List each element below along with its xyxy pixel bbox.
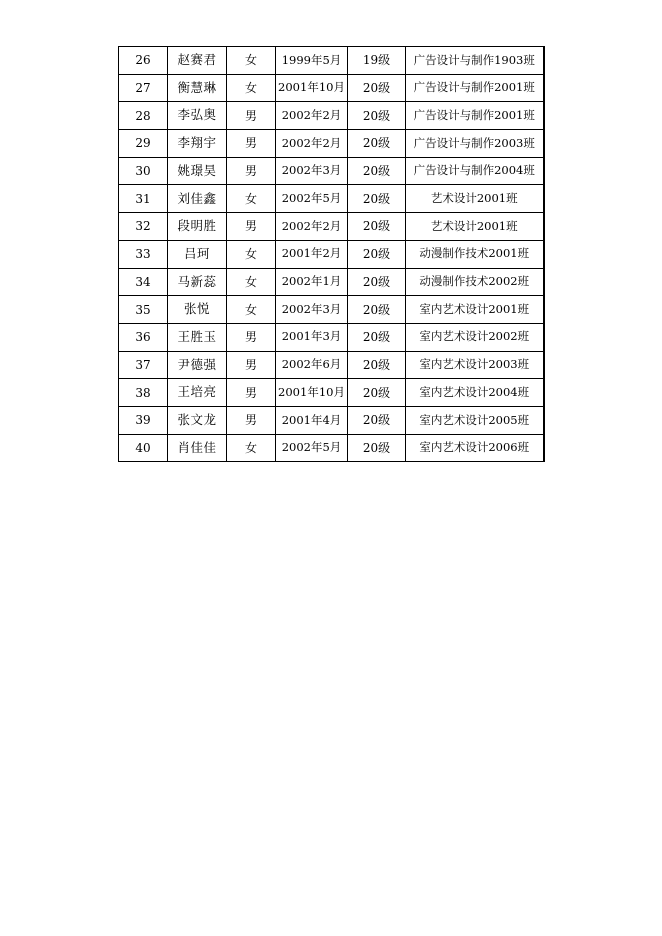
row-number-cell: 26 [119, 47, 168, 75]
student-name-cell: 马新蕊 [168, 268, 227, 296]
table-row [119, 323, 544, 351]
table-row [119, 406, 544, 434]
row-number-cell: 33 [119, 240, 168, 268]
table-row [119, 47, 544, 75]
birth-date-cell: 2002年3月 [276, 296, 348, 324]
birth-date-cell: 2002年2月 [276, 213, 348, 241]
gender-cell: 女 [227, 74, 276, 102]
table-row [119, 130, 544, 158]
student-name-cell: 王培亮 [168, 379, 227, 407]
row-number-cell: 27 [119, 74, 168, 102]
gender-cell: 男 [227, 213, 276, 241]
row-number-cell: 39 [119, 406, 168, 434]
gender-cell: 女 [227, 434, 276, 462]
class-name-cell: 室内艺术设计2006班 [406, 434, 544, 462]
gender-cell: 女 [227, 268, 276, 296]
table-row [119, 296, 544, 324]
birth-date-cell: 2002年6月 [276, 351, 348, 379]
table-row [119, 240, 544, 268]
student-name-cell: 张悦 [168, 296, 227, 324]
table-row [119, 74, 544, 102]
grade-cell: 20级 [348, 268, 406, 296]
table-row [119, 185, 544, 213]
birth-date-cell: 2002年3月 [276, 157, 348, 185]
grade-cell: 20级 [348, 379, 406, 407]
row-number-cell: 30 [119, 157, 168, 185]
grade-cell: 20级 [348, 213, 406, 241]
grade-cell: 20级 [348, 102, 406, 130]
row-number-cell: 40 [119, 434, 168, 462]
row-number-cell: 29 [119, 130, 168, 158]
grade-cell: 20级 [348, 406, 406, 434]
birth-date-cell: 2001年2月 [276, 240, 348, 268]
row-number-cell: 31 [119, 185, 168, 213]
gender-cell: 男 [227, 379, 276, 407]
student-name-cell: 赵赛君 [168, 47, 227, 75]
grade-cell: 20级 [348, 434, 406, 462]
student-name-cell: 尹德强 [168, 351, 227, 379]
class-name-cell: 室内艺术设计2004班 [406, 379, 544, 407]
student-name-cell: 衡慧琳 [168, 74, 227, 102]
gender-cell: 女 [227, 296, 276, 324]
grade-cell: 20级 [348, 351, 406, 379]
gender-cell: 男 [227, 130, 276, 158]
birth-date-cell: 2002年5月 [276, 185, 348, 213]
student-name-cell: 肖佳佳 [168, 434, 227, 462]
grade-cell: 20级 [348, 130, 406, 158]
table-row [119, 379, 544, 407]
student-name-cell: 张文龙 [168, 406, 227, 434]
grade-cell: 20级 [348, 323, 406, 351]
student-name-cell: 李翔宇 [168, 130, 227, 158]
row-number-cell: 35 [119, 296, 168, 324]
birth-date-cell: 2002年2月 [276, 130, 348, 158]
student-name-cell: 姚璟昊 [168, 157, 227, 185]
class-name-cell: 广告设计与制作2001班 [406, 102, 544, 130]
row-number-cell: 36 [119, 323, 168, 351]
birth-date-cell: 2002年1月 [276, 268, 348, 296]
grade-cell: 20级 [348, 157, 406, 185]
class-name-cell: 动漫制作技术2002班 [406, 268, 544, 296]
gender-cell: 男 [227, 406, 276, 434]
row-number-cell: 28 [119, 102, 168, 130]
student-name-cell: 王胜玉 [168, 323, 227, 351]
class-name-cell: 室内艺术设计2003班 [406, 351, 544, 379]
class-name-cell: 动漫制作技术2001班 [406, 240, 544, 268]
gender-cell: 女 [227, 47, 276, 75]
grade-cell: 20级 [348, 185, 406, 213]
row-number-cell: 32 [119, 213, 168, 241]
birth-date-cell: 2001年3月 [276, 323, 348, 351]
birth-date-cell: 2002年2月 [276, 102, 348, 130]
gender-cell: 男 [227, 323, 276, 351]
class-name-cell: 广告设计与制作2003班 [406, 130, 544, 158]
birth-date-cell: 2002年5月 [276, 434, 348, 462]
class-name-cell: 艺术设计2001班 [406, 185, 544, 213]
table-row [119, 268, 544, 296]
class-name-cell: 室内艺术设计2005班 [406, 406, 544, 434]
class-name-cell: 艺术设计2001班 [406, 213, 544, 241]
class-name-cell: 广告设计与制作2001班 [406, 74, 544, 102]
grade-cell: 20级 [348, 74, 406, 102]
student-name-cell: 段明胜 [168, 213, 227, 241]
gender-cell: 男 [227, 351, 276, 379]
grade-cell: 20级 [348, 296, 406, 324]
birth-date-cell: 2001年4月 [276, 406, 348, 434]
grade-cell: 20级 [348, 240, 406, 268]
table-row [119, 351, 544, 379]
student-name-cell: 刘佳鑫 [168, 185, 227, 213]
row-number-cell: 34 [119, 268, 168, 296]
class-name-cell: 广告设计与制作1903班 [406, 47, 544, 75]
gender-cell: 男 [227, 102, 276, 130]
student-name-cell: 李弘奥 [168, 102, 227, 130]
gender-cell: 男 [227, 157, 276, 185]
gender-cell: 女 [227, 240, 276, 268]
class-name-cell: 室内艺术设计2001班 [406, 296, 544, 324]
table-row [119, 213, 544, 241]
table-row [119, 102, 544, 130]
row-number-cell: 37 [119, 351, 168, 379]
table-row [119, 434, 544, 462]
student-name-cell: 吕珂 [168, 240, 227, 268]
birth-date-cell: 1999年5月 [276, 47, 348, 75]
table-row [119, 157, 544, 185]
row-number-cell: 38 [119, 379, 168, 407]
birth-date-cell: 2001年10月 [276, 379, 348, 407]
class-name-cell: 广告设计与制作2004班 [406, 157, 544, 185]
student-table-body [119, 47, 544, 462]
grade-cell: 19级 [348, 47, 406, 75]
gender-cell: 女 [227, 185, 276, 213]
birth-date-cell: 2001年10月 [276, 74, 348, 102]
student-table [118, 46, 545, 462]
class-name-cell: 室内艺术设计2002班 [406, 323, 544, 351]
